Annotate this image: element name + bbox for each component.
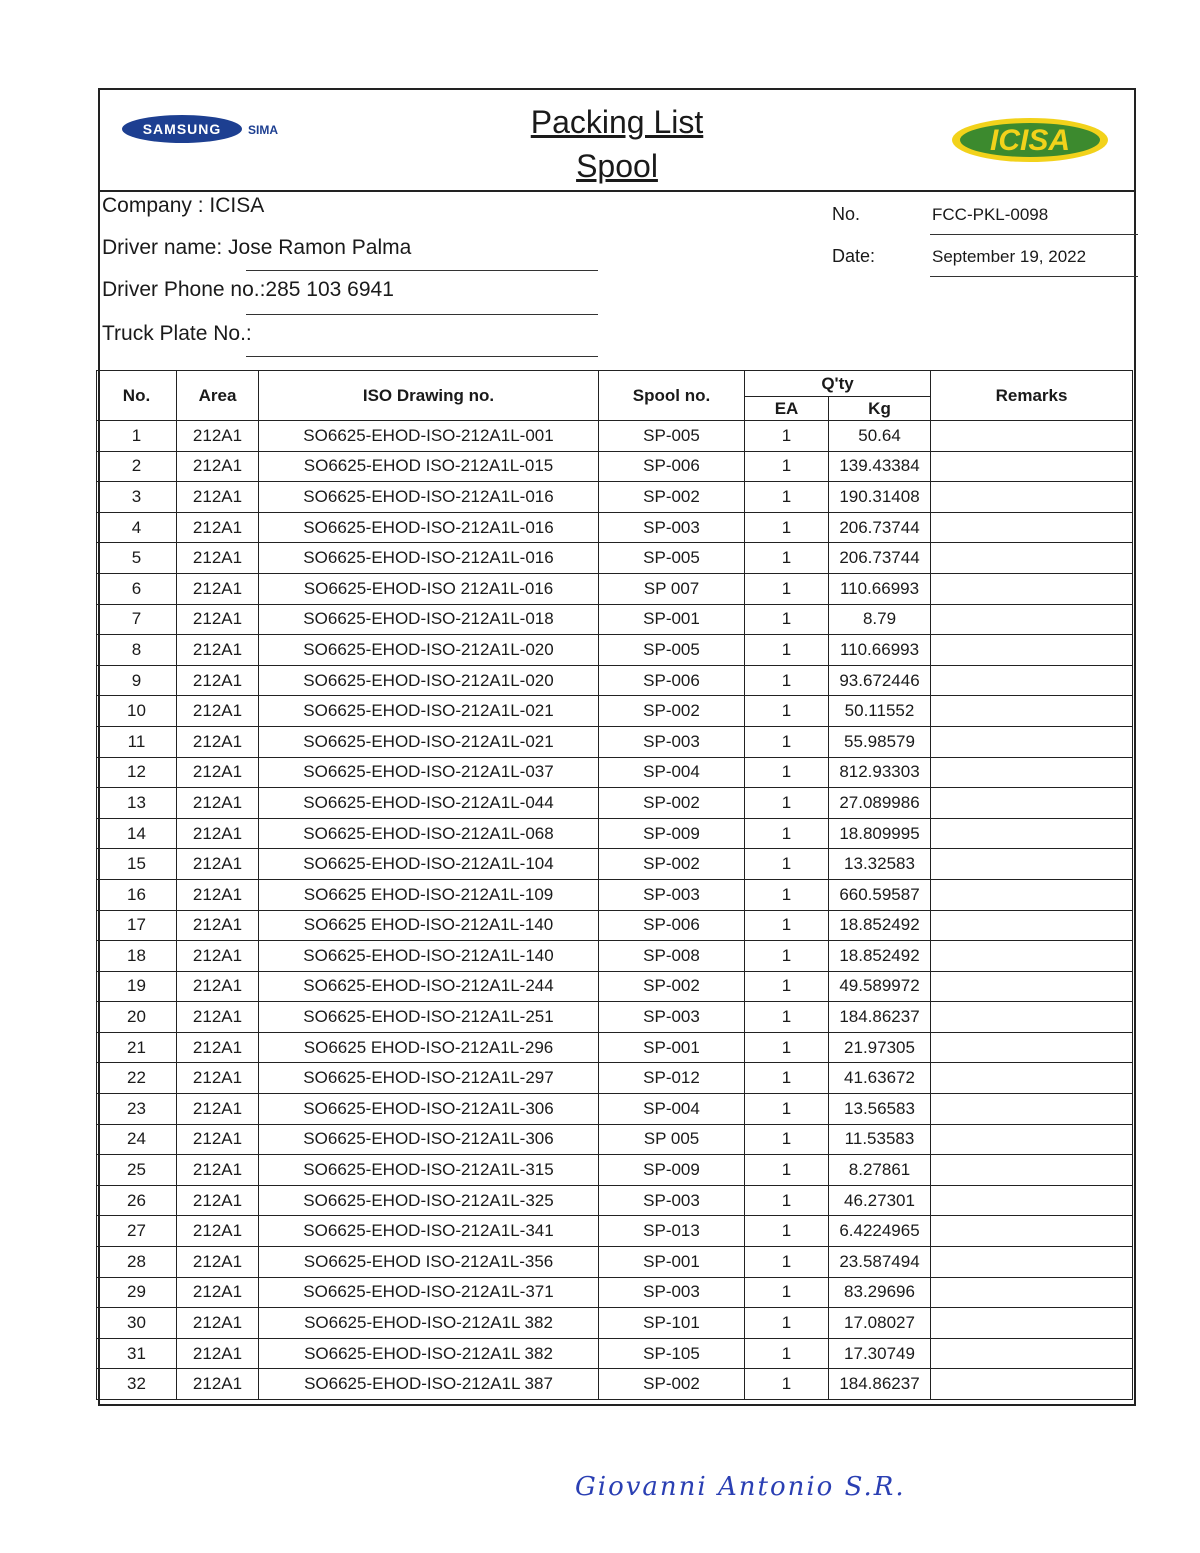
cell-remarks <box>931 451 1133 482</box>
table-row <box>97 573 1133 604</box>
table-row <box>97 543 1133 574</box>
table-row <box>97 1216 1133 1247</box>
cell-kg: 13.56583 <box>829 1094 931 1125</box>
driver-name: Driver name: Jose Ramon Palma <box>102 236 412 259</box>
doc-no-value: FCC-PKL-0098 <box>932 205 1049 224</box>
cell-kg: 11.53583 <box>829 1124 931 1155</box>
cell-kg: 41.63672 <box>829 1063 931 1094</box>
cell-spool: SP-003 <box>599 1002 745 1033</box>
cell-kg: 8.79 <box>829 604 931 635</box>
cell-no: 1 <box>97 421 177 452</box>
cell-area: 212A1 <box>177 1094 259 1125</box>
cell-iso: SO6625-EHOD-ISO-212A1L 382 <box>259 1308 599 1339</box>
cell-iso: SO6625-EHOD-ISO-212A1L-016 <box>259 512 599 543</box>
driver-phone-underline <box>246 314 598 315</box>
cell-no: 7 <box>97 604 177 635</box>
cell-iso: SO6625-EHOD-ISO-212A1L-306 <box>259 1124 599 1155</box>
cell-ea: 1 <box>745 543 829 574</box>
cell-kg: 50.11552 <box>829 696 931 727</box>
cell-iso: SO6625-EHOD-ISO-212A1L-020 <box>259 665 599 696</box>
cell-no: 28 <box>97 1247 177 1278</box>
cell-iso: SO6625 EHOD-ISO-212A1L-296 <box>259 1032 599 1063</box>
cell-remarks <box>931 910 1133 941</box>
cell-no: 4 <box>97 512 177 543</box>
cell-no: 25 <box>97 1155 177 1186</box>
driver-phone: Driver Phone no.:285 103 6941 <box>102 278 394 301</box>
cell-iso: SO6625-EHOD-ISO-212A1L-315 <box>259 1155 599 1186</box>
date-value: September 19, 2022 <box>932 247 1087 266</box>
table-row <box>97 604 1133 635</box>
cell-area: 212A1 <box>177 1369 259 1400</box>
cell-spool: SP-002 <box>599 1369 745 1400</box>
cell-iso: SO6625-EHOD-ISO 212A1L-016 <box>259 573 599 604</box>
cell-area: 212A1 <box>177 726 259 757</box>
cell-remarks <box>931 1155 1133 1186</box>
table-row <box>97 1247 1133 1278</box>
cell-iso: SO6625-EHOD-ISO-212A1L-021 <box>259 696 599 727</box>
cell-kg: 660.59587 <box>829 879 931 910</box>
cell-kg: 206.73744 <box>829 512 931 543</box>
cell-ea: 1 <box>745 1032 829 1063</box>
cell-area: 212A1 <box>177 1185 259 1216</box>
cell-iso: SO6625-EHOD-ISO-212A1L-020 <box>259 635 599 666</box>
cell-kg: 6.4224965 <box>829 1216 931 1247</box>
cell-spool: SP 007 <box>599 573 745 604</box>
cell-remarks <box>931 1308 1133 1339</box>
cell-no: 6 <box>97 573 177 604</box>
cell-kg: 190.31408 <box>829 482 931 513</box>
cell-no: 32 <box>97 1369 177 1400</box>
cell-area: 212A1 <box>177 1002 259 1033</box>
cell-remarks <box>931 818 1133 849</box>
cell-spool: SP-003 <box>599 879 745 910</box>
cell-spool: SP-009 <box>599 818 745 849</box>
cell-area: 212A1 <box>177 512 259 543</box>
table-row <box>97 1124 1133 1155</box>
cell-remarks <box>931 1247 1133 1278</box>
cell-spool: SP-004 <box>599 1094 745 1125</box>
table-row <box>97 696 1133 727</box>
cell-no: 13 <box>97 788 177 819</box>
cell-iso: SO6625-EHOD-ISO-212A1L-306 <box>259 1094 599 1125</box>
cell-no: 31 <box>97 1338 177 1369</box>
cell-no: 30 <box>97 1308 177 1339</box>
cell-remarks <box>931 849 1133 880</box>
cell-remarks <box>931 941 1133 972</box>
cell-kg: 50.64 <box>829 421 931 452</box>
cell-ea: 1 <box>745 1124 829 1155</box>
cell-remarks <box>931 1277 1133 1308</box>
cell-area: 212A1 <box>177 910 259 941</box>
cell-ea: 1 <box>745 1216 829 1247</box>
cell-area: 212A1 <box>177 421 259 452</box>
cell-ea: 1 <box>745 696 829 727</box>
cell-spool: SP-001 <box>599 1032 745 1063</box>
cell-iso: SO6625-EHOD ISO-212A1L-356 <box>259 1247 599 1278</box>
cell-no: 22 <box>97 1063 177 1094</box>
table-row <box>97 726 1133 757</box>
table-row <box>97 1369 1133 1400</box>
cell-spool: SP-005 <box>599 543 745 574</box>
table-row <box>97 910 1133 941</box>
table-row <box>97 757 1133 788</box>
cell-no: 27 <box>97 1216 177 1247</box>
cell-iso: SO6625-EHOD-ISO-212A1L-341 <box>259 1216 599 1247</box>
cell-area: 212A1 <box>177 696 259 727</box>
cell-remarks <box>931 1094 1133 1125</box>
cell-kg: 184.86237 <box>829 1369 931 1400</box>
cell-ea: 1 <box>745 971 829 1002</box>
cell-no: 16 <box>97 879 177 910</box>
cell-kg: 93.672446 <box>829 665 931 696</box>
cell-remarks <box>931 726 1133 757</box>
cell-ea: 1 <box>745 604 829 635</box>
cell-spool: SP-012 <box>599 1063 745 1094</box>
cell-area: 212A1 <box>177 573 259 604</box>
cell-spool: SP-006 <box>599 910 745 941</box>
cell-no: 18 <box>97 941 177 972</box>
cell-ea: 1 <box>745 1185 829 1216</box>
cell-ea: 1 <box>745 941 829 972</box>
table-row <box>97 1155 1133 1186</box>
cell-iso: SO6625-EHOD ISO-212A1L-015 <box>259 451 599 482</box>
icisa-logo-text: ICISA <box>989 124 1071 157</box>
cell-spool: SP-101 <box>599 1308 745 1339</box>
cell-remarks <box>931 788 1133 819</box>
cell-spool: SP-005 <box>599 421 745 452</box>
cell-ea: 1 <box>745 1369 829 1400</box>
cell-no: 29 <box>97 1277 177 1308</box>
cell-kg: 55.98579 <box>829 726 931 757</box>
cell-remarks <box>931 696 1133 727</box>
cell-area: 212A1 <box>177 604 259 635</box>
cell-no: 19 <box>97 971 177 1002</box>
cell-kg: 18.852492 <box>829 910 931 941</box>
cell-area: 212A1 <box>177 482 259 513</box>
cell-no: 8 <box>97 635 177 666</box>
cell-iso: SO6625-EHOD-ISO-212A1L-037 <box>259 757 599 788</box>
page-title: Packing List <box>530 104 704 140</box>
col-iso-header: ISO Drawing no. <box>259 371 599 421</box>
col-no-header: No. <box>97 371 177 421</box>
cell-remarks <box>931 879 1133 910</box>
cell-no: 23 <box>97 1094 177 1125</box>
spool-table <box>96 370 1133 1400</box>
signature-text: Giovanni Antonio S.R. <box>575 1472 906 1502</box>
cell-spool: SP-003 <box>599 512 745 543</box>
cell-area: 212A1 <box>177 451 259 482</box>
cell-iso: SO6625-EHOD-ISO-212A1L-001 <box>259 421 599 452</box>
table-row <box>97 1002 1133 1033</box>
samsung-logo-text: SAMSUNG <box>142 121 222 137</box>
table-row <box>97 818 1133 849</box>
cell-remarks <box>931 543 1133 574</box>
cell-spool: SP-004 <box>599 757 745 788</box>
cell-kg: 49.589972 <box>829 971 931 1002</box>
table-row <box>97 788 1133 819</box>
cell-remarks <box>931 512 1133 543</box>
cell-iso: SO6625-EHOD-ISO-212A1L-016 <box>259 543 599 574</box>
table-row <box>97 512 1133 543</box>
cell-ea: 1 <box>745 1094 829 1125</box>
cell-area: 212A1 <box>177 879 259 910</box>
cell-kg: 110.66993 <box>829 635 931 666</box>
cell-area: 212A1 <box>177 818 259 849</box>
cell-no: 26 <box>97 1185 177 1216</box>
table-row <box>97 1277 1133 1308</box>
cell-kg: 206.73744 <box>829 543 931 574</box>
cell-spool: SP-001 <box>599 604 745 635</box>
cell-kg: 18.852492 <box>829 941 931 972</box>
cell-iso: SO6625-EHOD-ISO-212A1L-371 <box>259 1277 599 1308</box>
document-header <box>100 90 1134 192</box>
cell-spool: SP-105 <box>599 1338 745 1369</box>
table-row <box>97 941 1133 972</box>
cell-iso: SO6625-EHOD-ISO-212A1L 382 <box>259 1338 599 1369</box>
cell-ea: 1 <box>745 788 829 819</box>
cell-area: 212A1 <box>177 1308 259 1339</box>
cell-ea: 1 <box>745 879 829 910</box>
cell-ea: 1 <box>745 726 829 757</box>
cell-no: 17 <box>97 910 177 941</box>
cell-kg: 46.27301 <box>829 1185 931 1216</box>
table-row <box>97 971 1133 1002</box>
cell-area: 212A1 <box>177 665 259 696</box>
table-row <box>97 421 1133 452</box>
company-label: Company : ICISA <box>102 194 265 217</box>
truck-plate: Truck Plate No.: <box>102 322 252 345</box>
cell-ea: 1 <box>745 665 829 696</box>
cell-remarks <box>931 1216 1133 1247</box>
cell-area: 212A1 <box>177 1247 259 1278</box>
cell-remarks <box>931 421 1133 452</box>
cell-spool: SP-002 <box>599 849 745 880</box>
cell-ea: 1 <box>745 1277 829 1308</box>
cell-no: 14 <box>97 818 177 849</box>
cell-kg: 17.08027 <box>829 1308 931 1339</box>
cell-iso: SO6625-EHOD-ISO-212A1L-244 <box>259 971 599 1002</box>
cell-spool: SP-003 <box>599 1185 745 1216</box>
cell-iso: SO6625 EHOD-ISO-212A1L-140 <box>259 910 599 941</box>
cell-area: 212A1 <box>177 1032 259 1063</box>
cell-remarks <box>931 635 1133 666</box>
cell-iso: SO6625-EHOD-ISO-212A1L-021 <box>259 726 599 757</box>
cell-spool: SP-008 <box>599 941 745 972</box>
cell-iso: SO6625-EHOD-ISO-212A1L-044 <box>259 788 599 819</box>
cell-no: 24 <box>97 1124 177 1155</box>
cell-no: 2 <box>97 451 177 482</box>
doc-no-underline <box>930 234 1138 235</box>
cell-area: 212A1 <box>177 1216 259 1247</box>
cell-ea: 1 <box>745 849 829 880</box>
date-label: Date: <box>832 246 876 266</box>
cell-spool: SP-006 <box>599 665 745 696</box>
cell-area: 212A1 <box>177 1155 259 1186</box>
spool-table-body <box>97 421 1133 1400</box>
cell-remarks <box>931 1185 1133 1216</box>
cell-ea: 1 <box>745 451 829 482</box>
cell-iso: SO6625-EHOD-ISO-212A1L 387 <box>259 1369 599 1400</box>
cell-area: 212A1 <box>177 788 259 819</box>
cell-kg: 812.93303 <box>829 757 931 788</box>
col-kg-header: Kg <box>829 397 931 421</box>
cell-area: 212A1 <box>177 1277 259 1308</box>
cell-no: 10 <box>97 696 177 727</box>
cell-area: 212A1 <box>177 971 259 1002</box>
cell-ea: 1 <box>745 1063 829 1094</box>
cell-remarks <box>931 1002 1133 1033</box>
cell-no: 3 <box>97 482 177 513</box>
shipment-info <box>100 190 1134 370</box>
cell-spool: SP-006 <box>599 451 745 482</box>
cell-ea: 1 <box>745 1155 829 1186</box>
cell-ea: 1 <box>745 573 829 604</box>
cell-iso: SO6625-EHOD-ISO-212A1L-018 <box>259 604 599 635</box>
table-row <box>97 1063 1133 1094</box>
cell-spool: SP-002 <box>599 482 745 513</box>
cell-ea: 1 <box>745 1247 829 1278</box>
cell-ea: 1 <box>745 512 829 543</box>
cell-ea: 1 <box>745 1308 829 1339</box>
cell-no: 11 <box>97 726 177 757</box>
cell-remarks <box>931 757 1133 788</box>
cell-ea: 1 <box>745 818 829 849</box>
cell-spool: SP-003 <box>599 726 745 757</box>
cell-no: 5 <box>97 543 177 574</box>
cell-spool: SP 005 <box>599 1124 745 1155</box>
cell-remarks <box>931 665 1133 696</box>
cell-area: 212A1 <box>177 543 259 574</box>
cell-iso: SO6625-EHOD-ISO-212A1L-251 <box>259 1002 599 1033</box>
col-remarks-header: Remarks <box>931 371 1133 421</box>
date-underline <box>930 276 1138 277</box>
cell-kg: 13.32583 <box>829 849 931 880</box>
cell-ea: 1 <box>745 1338 829 1369</box>
packing-list-sheet <box>98 88 1136 1406</box>
driver-name-underline <box>246 270 598 271</box>
cell-no: 21 <box>97 1032 177 1063</box>
cell-kg: 110.66993 <box>829 573 931 604</box>
cell-kg: 23.587494 <box>829 1247 931 1278</box>
table-row <box>97 482 1133 513</box>
cell-iso: SO6625-EHOD-ISO-212A1L-104 <box>259 849 599 880</box>
table-row <box>97 451 1133 482</box>
cell-remarks <box>931 1124 1133 1155</box>
cell-no: 20 <box>97 1002 177 1033</box>
cell-area: 212A1 <box>177 1124 259 1155</box>
col-ea-header: EA <box>745 397 829 421</box>
cell-iso: SO6625-EHOD-ISO-212A1L-325 <box>259 1185 599 1216</box>
cell-kg: 27.089986 <box>829 788 931 819</box>
table-row <box>97 635 1133 666</box>
cell-area: 212A1 <box>177 941 259 972</box>
cell-kg: 83.29696 <box>829 1277 931 1308</box>
sima-logo-text: SIMA <box>248 123 278 137</box>
cell-remarks <box>931 1063 1133 1094</box>
cell-remarks <box>931 604 1133 635</box>
col-area-header: Area <box>177 371 259 421</box>
cell-remarks <box>931 1369 1133 1400</box>
cell-iso: SO6625-EHOD-ISO-212A1L-297 <box>259 1063 599 1094</box>
cell-remarks <box>931 1032 1133 1063</box>
cell-area: 212A1 <box>177 849 259 880</box>
cell-ea: 1 <box>745 757 829 788</box>
cell-remarks <box>931 1338 1133 1369</box>
cell-spool: SP-002 <box>599 788 745 819</box>
cell-ea: 1 <box>745 482 829 513</box>
icisa-logo <box>950 114 1110 171</box>
cell-spool: SP-001 <box>599 1247 745 1278</box>
cell-ea: 1 <box>745 635 829 666</box>
table-row <box>97 1308 1133 1339</box>
cell-no: 12 <box>97 757 177 788</box>
signature <box>575 1455 1055 1520</box>
cell-area: 212A1 <box>177 757 259 788</box>
table-row <box>97 665 1133 696</box>
cell-ea: 1 <box>745 421 829 452</box>
cell-area: 212A1 <box>177 635 259 666</box>
table-row <box>97 1338 1133 1369</box>
cell-spool: SP-013 <box>599 1216 745 1247</box>
cell-ea: 1 <box>745 910 829 941</box>
col-spool-header: Spool no. <box>599 371 745 421</box>
table-row <box>97 849 1133 880</box>
cell-kg: 184.86237 <box>829 1002 931 1033</box>
cell-iso: SO6625-EHOD-ISO-212A1L-016 <box>259 482 599 513</box>
cell-area: 212A1 <box>177 1063 259 1094</box>
cell-area: 212A1 <box>177 1338 259 1369</box>
doc-no-label: No. <box>832 204 861 224</box>
cell-spool: SP-003 <box>599 1277 745 1308</box>
cell-remarks <box>931 971 1133 1002</box>
cell-no: 9 <box>97 665 177 696</box>
cell-spool: SP-002 <box>599 696 745 727</box>
cell-no: 15 <box>97 849 177 880</box>
cell-kg: 18.809995 <box>829 818 931 849</box>
table-row <box>97 1185 1133 1216</box>
truck-plate-underline <box>246 356 598 357</box>
page-subtitle: Spool <box>576 148 658 184</box>
cell-spool: SP-005 <box>599 635 745 666</box>
cell-ea: 1 <box>745 1002 829 1033</box>
cell-iso: SO6625 EHOD-ISO-212A1L-109 <box>259 879 599 910</box>
cell-remarks <box>931 482 1133 513</box>
cell-kg: 8.27861 <box>829 1155 931 1186</box>
col-qty-header: Q'ty <box>745 371 931 397</box>
table-row <box>97 879 1133 910</box>
cell-spool: SP-009 <box>599 1155 745 1186</box>
cell-iso: SO6625-EHOD-ISO-212A1L-068 <box>259 818 599 849</box>
cell-spool: SP-002 <box>599 971 745 1002</box>
cell-iso: SO6625-EHOD-ISO-212A1L-140 <box>259 941 599 972</box>
cell-remarks <box>931 573 1133 604</box>
table-row <box>97 1094 1133 1125</box>
table-row <box>97 1032 1133 1063</box>
cell-kg: 139.43384 <box>829 451 931 482</box>
cell-kg: 17.30749 <box>829 1338 931 1369</box>
cell-kg: 21.97305 <box>829 1032 931 1063</box>
